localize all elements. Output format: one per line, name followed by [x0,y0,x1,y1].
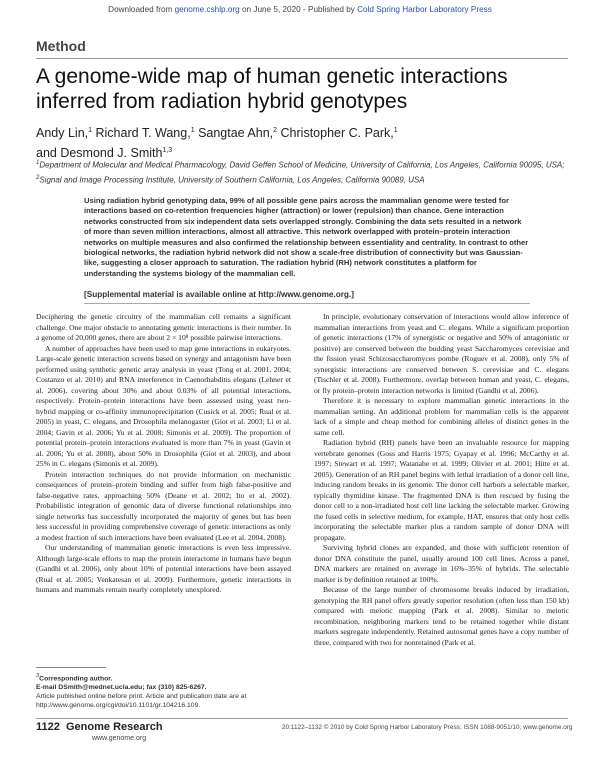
author-name: Andy Lin, [36,126,89,141]
footnote-divider [36,667,106,668]
footnote [36,672,291,710]
affiliation-text: Signal and Image Processing Institute, University of Southern California, Los Angeles, California 90089, USA [39,175,425,185]
author-name: Christopher C. Park, [277,126,394,141]
article-title: A genome-wide map of human genetic interactions inferred from radiation hybrid genotypes [36,65,508,113]
body-paragraph: Surviving hybrid clones are expanded, and those with sufficient retention of donor DNA constitute the panel, usually around 100 cell lines. Across a panel, DNA markers are retained on average in 16%–35% of hybrids. The selectable marker is by definition retained at 100%. [314,543,569,584]
affiliation-text: Department of Molecular and Medical Pharmacology, David Geffen School of Medicine, University of California, Los Angeles, California 90095, USA; [39,160,565,170]
publication-note: Article published online before print. Article and publication date are at [36,692,247,700]
doi-link[interactable]: http://www.genome.org/cgi/doi/10.1101/gr.104216.109. [36,701,201,709]
footnote-mark: 3 [36,673,40,679]
author-name: Richard T. Wang, [92,126,191,141]
body-column-right [314,312,569,648]
affil-mark: 1 [36,160,40,166]
page-number: 1122 [36,721,60,733]
header-divider [36,58,568,59]
author-name: and Desmond J. Smith [36,146,163,161]
author-affil-mark: 1,3 [162,147,173,155]
author-affil-mark: 1 [88,127,93,134]
body-column-left [36,312,291,596]
body-paragraph: Therefore it is necessary to explore mammalian genetic interactions in the mammalian setting. An additional problem for mammalian cells is the apparent lack of a simple and cheap method for combining alleles of distinct genes in the same cell. [314,396,569,437]
journal-name: Genome Research [66,721,163,733]
author-affil-mark: 1 [393,127,398,134]
body-paragraph: Our understanding of mammalian genetic interactions is even less impressive. Although large-scale efforts to map the protein interactome in humans have begun (Gandhi et al. 2006), only about 10% of potential interactions have been assayed (Rual et al. 2005; Venkatesan et al. 2009). Furthermore, genetic interactions in humans and mammals remain nearly completely unexplored. [36,543,291,594]
corresponding-label: Corresponding author. [39,675,113,683]
section-label: Method [36,38,86,54]
body-paragraph: Because of the large number of chromosome breaks induced by irradiation, genotyping the RH panel offers greatly superior resolution (often less than 150 kb) compared with meiotic mapping (Park et al. 2008). Similar to meiotic recombination, neighboring markers tend to be retained together while distant markers segregate independently. Retained autosomal genes have a copy number of three, compared with two for nonretained (Park et al. [314,585,569,647]
body-paragraph: In principle, evolutionary conservation of interactions would allow inference of mammalian interactions from yeast and C. elegans. While a significant proportion of genetic interactions (17% of synergistic or negative and 50% of antagonistic or positive) are conserved between the budding yeast Saccharomyces cerevisiae and the fission yeast Schizosaccharomyces pombe (Roguev et al. 2008), only 5% of synergistic interactions are conserved between S. cerevisiae and C. elegans (Tischler et al. 2008). Furthermore, overlap between human and yeast, C. elegans, or fly protein–protein interaction networks is limited (Gandhi et al. 2006). [314,312,569,395]
affiliations [36,157,576,186]
download-header [0,5,600,14]
download-mid: on June 5, 2020 - Published by [239,5,358,14]
body-paragraph: Radiation hybrid (RH) panels have been an invaluable resource for mapping vertebrate genomes (Goss and Harris 1975; Gyapay et al. 1996; McCarthy et al. 1997; Stewart et al. 1997; Watanabe et al. 1999; Olivier et al. 2001; Hitte et al. 2005). Generation of an RH panel begins with lethal irradiation of a donor cell line, inducing random breaks in its genome. The donor cell harbors a selectable marker, typically thymidine kinase. The fragmented DNA is then rescued by fusing the donor cell to a non-irradiated host cell line lacking the selectable marker. Growing the fused cells in selective medium, for example, HAT, ensures that only host cells incorporating the selectable marker plus a random sample of donor DNA will propagate. [314,438,569,542]
copyright-line: 20:1122–1132 © 2010 by Cold Spring Harbor Laboratory Press; ISSN 1088-9051/10; www.genome.org [282,724,573,731]
supplemental-note: [Supplemental material is available online at http://www.genome.org.] [84,290,354,299]
site-link[interactable]: genome.cshlp.org [174,5,240,14]
author-name: Sangtae Ahn, [194,126,274,141]
author-affil-mark: 2 [273,127,278,134]
download-prefix: Downloaded from [108,5,175,14]
corresponding-email[interactable]: E-mail DSmith@mednet.ucla.edu; fax (310) 825-6267. [36,684,207,692]
affil-mark: 2 [36,174,40,181]
abstract-divider [84,303,530,304]
body-paragraph: A number of approaches have been used to map gene interactions in eukaryotes. Large-scale genetic interaction screens based on synergy and antagonism have been performed using synthetic genetic array analysis in yeast (Tong et al. 2001, 2004; Costanzo et al. 2010) and RNA interference in Caenorhabditis elegans (Lehner et al. 2006), covering about 30% and about 0.03% of all potential interactions, respectively. Protein–protein interactions have been assessed using yeast two-hybrid mapping or co-affinity immunoprecipitation (Cusick et al. 2005; Rual et al. 2005) in yeast, C. elegans, and Drosophila melanogaster (Giot et al. 2003; Li et al. 2004; Gavin et al. 2006; Yu et al. 2008; Simonis et al. 2009). The proportion of potential protein–protein interactions evaluated is more than 7% in yeast (Gavin et al. 2006; Yu et al. 2008), about 50% in Drosophila (Giot et al. 2003), and about 25% in C. elegans (Simonis et al. 2009). [36,343,291,468]
author-affil-mark: 1 [190,127,195,134]
body-paragraph: Protein interaction techniques do not provide information on mechanistic consequences of protein–protein binding and suffer from high false-positive and false-negative rates, approaching 50% (Deane et al. 2002; Ito et al. 2002). Probabilistic integration of genomic data of diverse functional relationships into single networks has successfully incorporated the majority of genes but has been less successful in providing comprehensive coverage of genetic interactions as only a modest fraction of such interactions have been evaluated (Lee et al. 2004, 2008). [36,469,291,542]
corresponding-author [36,672,291,684]
body-paragraph: Deciphering the genetic circuitry of the mammalian cell remains a significant challenge. One major obstacle to annotating genetic interactions is their number. In a genome of 20,000 genes, there are about 2 × 10⁸ possible pairwise interactions. [36,312,291,342]
footer-divider [36,718,568,719]
journal-site: www.genome.org [92,735,147,742]
abstract: Using radiation hybrid genotyping data, 99% of all possible gene pairs across the mammalian genome were tested for interactions based on co-retention frequencies higher (attraction) or lower (repulsion) than chance. Gene interaction networks constructed from six independent data sets overlapped strongly. Combining the data sets resulted in a network of more than seven million interactions, almost all attractive. This network overlapped with protein–protein interaction networks on multiple measures and also confirmed the relationship between essentiality and centrality. In contrast to other biological networks, the radiation hybrid network did not show a scale-free distribution of connectivity but was Gaussian-like, suggesting a closer approach to saturation. The radiation hybrid (RH) network constitutes a platform for understanding the systems biology of the mammalian cell. [84,196,529,278]
publisher-link[interactable]: Cold Spring Harbor Laboratory Press [357,5,492,14]
